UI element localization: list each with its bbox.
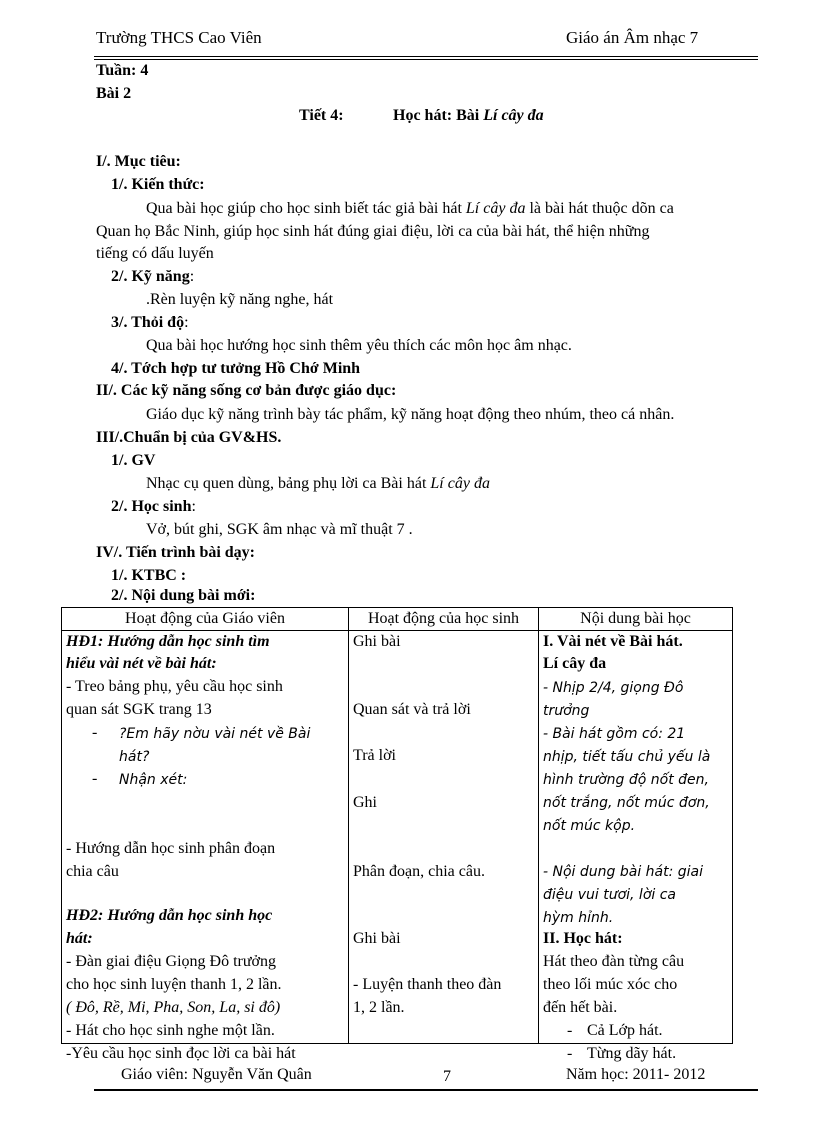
content-line17: Cả Lớp hát. — [587, 1022, 663, 1039]
student-line7: - Luyện thanh theo đàn — [353, 976, 502, 993]
lesson-table — [61, 607, 733, 1062]
ktbc-label: 1/. KTBC : — [111, 567, 187, 584]
teacher-line4: quan sát SGK trang 13 — [66, 701, 212, 718]
col-header-teacher: Hoạt động của Giáo viên — [62, 608, 349, 631]
content-line13: II. Học hát: — [543, 930, 623, 947]
lesson-label: Bài 2 — [96, 85, 132, 102]
knowledge-line2: Quan họ Bắc Ninh, giúp học sinh hát đúng giai điệu, lời ca của bài hát, thể hiện những — [96, 223, 650, 240]
gv-line — [146, 475, 490, 493]
period-title-prefix: Học hát: Bài — [393, 107, 480, 124]
attitude-text: Qua bài học hướng học sinh thêm yêu thích các môn học âm nhạc. — [146, 337, 572, 354]
content-bullet18-mark: - — [567, 1045, 573, 1062]
teacher-line16: ( Đô, Rề, Mi, Pha, Son, La, si đô) — [66, 999, 281, 1016]
teacher-bullet1-line1: ?Em hãy nờu vài nét về Bài — [119, 726, 311, 742]
content-line10: - Nội dung bài hát: giai — [543, 864, 704, 880]
header-rule-2 — [94, 59, 758, 60]
teacher-cell — [62, 631, 349, 1062]
teacher-line9: - Hướng dẫn học sinh phân đoạn — [66, 840, 276, 857]
teacher-line14: - Đàn giai điệu Giọng Đô trưởng — [66, 953, 276, 970]
section4-heading: IV/. Tiến trình bài dạy: — [96, 544, 256, 561]
footer-year: Năm học: 2011- 2012 — [566, 1066, 706, 1083]
hs-heading-wrap — [111, 498, 196, 516]
student-cell — [349, 631, 539, 1044]
table-row — [62, 631, 733, 1044]
teacher-line17: - Hát cho học sinh nghe một lần. — [66, 1022, 275, 1039]
section1-heading: I/. Mục tiêu: — [96, 153, 181, 170]
section3-heading: III/.Chuẩn bị của GV&HS. — [96, 429, 282, 446]
teacher-line15: cho học sinh luyện thanh 1, 2 lần. — [66, 976, 282, 993]
teacher-line3: - Treo bảng phụ, yêu cầu học sinh — [66, 678, 283, 695]
header-school: Trường THCS Cao Viên — [96, 28, 262, 47]
section2-heading: II/. Các kỹ năng sống cơ bản được giáo dục: — [96, 382, 397, 399]
footer-page-number: 7 — [443, 1068, 451, 1085]
content-line12: hỳm hỉnh. — [543, 910, 614, 926]
content-line6: nhịp, tiết tấu chủ yếu là — [543, 749, 711, 765]
footer-rule — [94, 1089, 758, 1091]
student-line4: Ghi — [353, 794, 377, 811]
knowledge-text-a: Qua bài học giúp cho học sinh biết tác giả bài hát — [146, 200, 462, 217]
content-line16: đến hết bài. — [543, 999, 618, 1016]
week-label: Tuần: 4 — [96, 62, 149, 79]
col-header-student: Hoạt động của học sinh — [349, 608, 539, 631]
gv-song: Lí cây đa — [430, 475, 490, 492]
knowledge-line3: tiếng có dấu luyến — [96, 245, 214, 262]
attitude-colon: : — [184, 314, 189, 331]
teacher-line10: chia câu — [66, 863, 119, 880]
skills-colon: : — [189, 268, 195, 285]
content-line8: nốt trắng, nốt múc đơn, — [543, 795, 710, 811]
content-line1: I. Vài nét về Bài hát. — [543, 633, 683, 650]
knowledge-heading: 1/. Kiến thức: — [111, 176, 205, 193]
knowledge-line1 — [146, 200, 674, 218]
skills-heading: 2/. Kỹ năng — [111, 268, 190, 285]
teacher-bullet2-mark: - — [92, 770, 98, 787]
student-line5: Phân đoạn, chia câu. — [353, 863, 485, 880]
student-line3: Trả lời — [353, 747, 396, 764]
teacher-bullet1-line2: hát? — [119, 749, 150, 765]
hs-heading: 2/. Học sinh — [111, 498, 192, 515]
new-lesson-label: 2/. Nội dung bài mới: — [111, 587, 256, 604]
teacher-bullet2-text: Nhận xét: — [119, 772, 188, 788]
knowledge-song: Lí cây đa — [465, 200, 526, 217]
attitude-heading-wrap — [111, 314, 189, 332]
integration-heading: 4/. Tớch hợp tư tưởng Hồ Chớ Minh — [111, 360, 361, 377]
student-line2: Quan sát và trả lời — [353, 701, 471, 718]
teacher-line18: -Yêu cầu học sinh đọc lời ca bài hát — [66, 1045, 296, 1062]
hd1-line1: HĐ1: Hướng dẫn học sinh tìm — [66, 633, 270, 650]
col-header-content: Nội dung bài học — [539, 608, 733, 631]
content-line4: trưởng — [543, 703, 590, 719]
header-subject: Giáo án Âm nhạc 7 — [566, 28, 699, 47]
skills-heading-wrap — [111, 268, 194, 286]
knowledge-text-b: là bài hát thuộc dõn ca — [529, 200, 674, 217]
content-line3: - Nhịp 2/4, giọng Đô — [543, 680, 684, 696]
period-label: Tiết 4: — [299, 107, 344, 124]
student-line8: 1, 2 lần. — [353, 999, 405, 1016]
period-title — [393, 107, 544, 125]
gv-heading: 1/. GV — [111, 452, 156, 469]
hs-text: Vở, bút ghi, SGK âm nhạc và mĩ thuật 7 . — [146, 521, 413, 538]
student-line6: Ghi bài — [353, 930, 401, 947]
hd2-line2: hát: — [66, 930, 93, 947]
attitude-heading: 3/. Thỏi độ — [111, 314, 185, 331]
hs-colon: : — [191, 498, 196, 515]
footer-teacher: Giáo viên: Nguyễn Văn Quân — [121, 1066, 312, 1083]
content-line7: hình trường độ nốt đen, — [543, 772, 709, 788]
content-line2: Lí cây đa — [543, 655, 607, 672]
section2-text: Giáo dục kỹ năng trình bày tác phẩm, kỹ năng hoạt động theo nhúm, theo cá nhân. — [146, 406, 675, 423]
content-line11: điệu vui tươi, lời ca — [543, 887, 676, 903]
skills-text: .Rèn luyện kỹ năng nghe, hát — [146, 291, 334, 308]
teacher-bullet1-mark: - — [92, 724, 98, 741]
content-line15: theo lối múc xóc cho — [543, 976, 678, 993]
content-line14: Hát theo đàn từng câu — [543, 953, 685, 970]
content-line18: Từng dãy hát. — [587, 1045, 677, 1062]
content-line5: - Bài hát gồm có: 21 — [543, 726, 686, 742]
header-rule — [94, 56, 758, 57]
content-line9: nốt múc kộp. — [543, 818, 636, 834]
hd2-line1: HĐ2: Hướng dẫn học sinh học — [66, 907, 273, 924]
content-cell — [539, 631, 733, 1062]
hd1-line2: hiểu vài nét về bài hát: — [66, 655, 217, 672]
table-header-row — [62, 608, 733, 631]
period-song: Lí cây đa — [483, 107, 544, 124]
student-line1: Ghi bài — [353, 633, 401, 650]
gv-text: Nhạc cụ quen dùng, bảng phụ lời ca Bài hát — [146, 475, 427, 492]
content-bullet17-mark: - — [567, 1022, 573, 1039]
